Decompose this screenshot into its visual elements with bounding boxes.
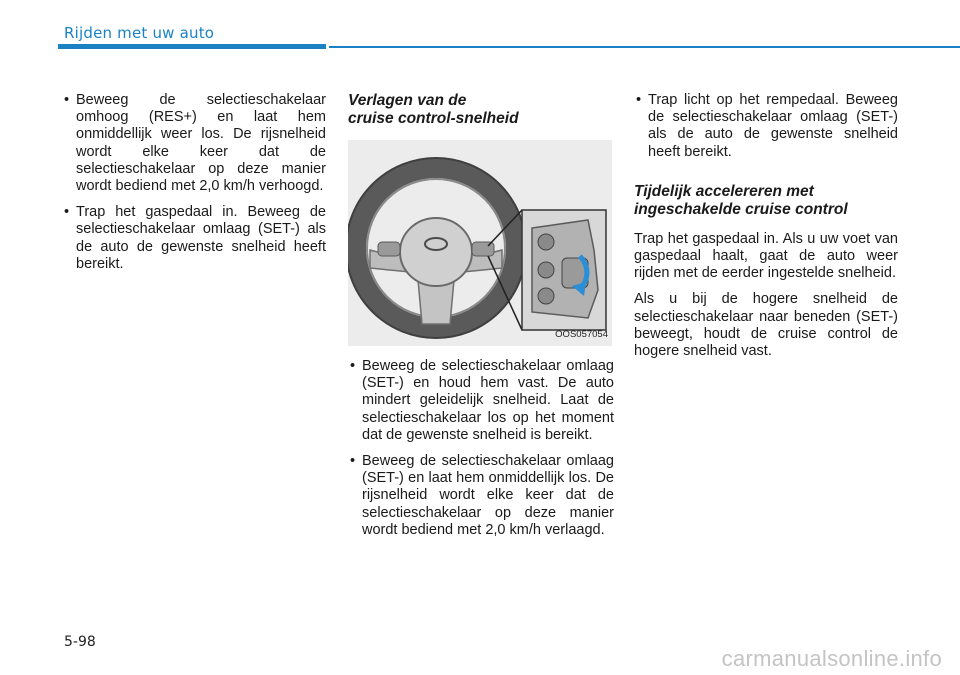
heading-line: Verlagen van de (348, 92, 467, 109)
bullet-list (62, 92, 326, 273)
column-3 (634, 92, 898, 369)
column-2 (348, 92, 614, 548)
heading-line: Tijdelijk accelereren met (634, 182, 814, 200)
list-item: • Beweeg de selectieschakelaar omlaag (SET-) en laat hem onmiddellijk los. De rijsnelheid wordt elke keer dat de selectieschakelaar op deze manier wordt bediend met 2,0 km/h verlaagd. (348, 453, 614, 539)
bullet-list (348, 358, 614, 539)
steering-wheel-cruise-control-icon (348, 140, 612, 346)
list-item: • Beweeg de selectieschakelaar omhoog (RES+) en laat hem onmiddellijk weer los. De rijsnelheid wordt elke keer dat de selectieschakelaar op deze manier wordt bediend met 2,0 km/h verhoogd. (62, 92, 326, 195)
paragraph: Trap het gaspedaal in. Als u uw voet van gaspedaal haalt, gaat de auto weer rijden met de eerder ingestelde snelheid. (634, 230, 898, 282)
list-item: • Trap licht op het rempedaal. Beweeg de selectieschakelaar omlaag (SET-) als de auto de gewenste snelheid heeft bereikt. (634, 92, 898, 161)
header-rule-thin (329, 46, 960, 48)
header-rule-thick (58, 44, 326, 49)
heading-line: cruise control-snelheid (348, 110, 519, 127)
bullet-list (634, 92, 898, 161)
list-item: • Beweeg de selectieschakelaar omlaag (SET-) en houd hem vast. De auto mindert geleidelijk snelheid. Laat de selectieschakelaar los op het moment dat de gewenste snelheid is bereikt. (348, 358, 614, 444)
list-item: • Trap het gaspedaal in. Beweeg de selectieschakelaar omlaag (SET-) als de auto de gewenste snelheid heeft bereikt. (62, 204, 326, 273)
section-heading (634, 183, 898, 219)
paragraph: Als u bij de hogere snelheid de selectieschakelaar naar beneden (SET-) beweegt, houdt de cruise control de hogere snelheid vast. (634, 291, 898, 360)
page-number: 5-98 (64, 634, 96, 650)
section-heading (348, 92, 614, 128)
figure-code: OOS057054 (555, 328, 608, 340)
heading-line: ingeschakelde cruise control (634, 200, 848, 218)
watermark: carmanualsonline.info (721, 646, 942, 671)
column-1 (62, 92, 326, 282)
steering-wheel-figure (348, 140, 612, 346)
section-title: Rijden met uw auto (64, 24, 215, 42)
